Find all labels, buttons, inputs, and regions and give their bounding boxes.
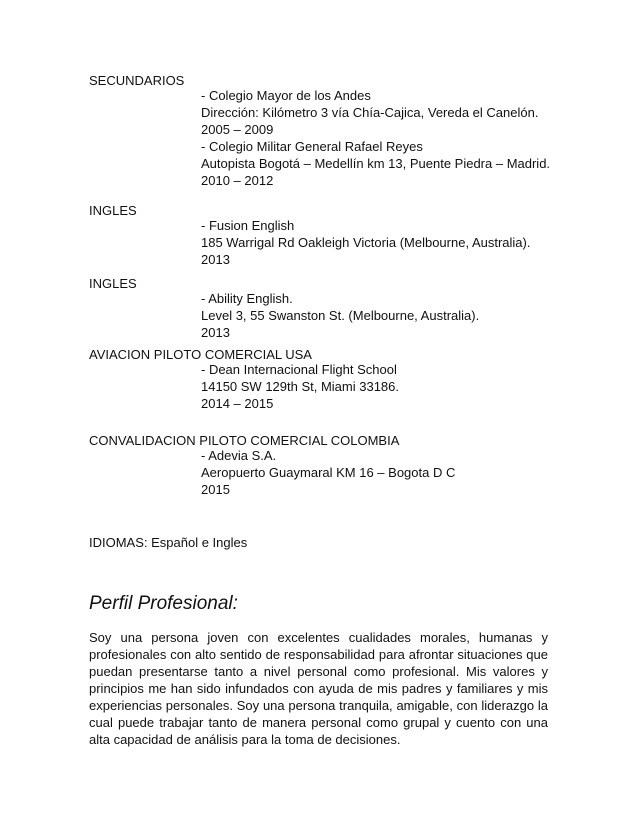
school-years: 2010 – 2012 [201, 173, 274, 188]
school-years: 2013 [201, 252, 230, 267]
school-address: Level 3, 55 Swanston St. (Melbourne, Australia). [201, 308, 480, 323]
section-heading: INGLES [89, 276, 137, 291]
school-name: - Fusion English [201, 218, 295, 233]
school-name: - Adevia S.A. [201, 448, 277, 463]
profile-text: Soy una persona joven con excelentes cualidades morales, humanas y profesionales con alto sentido de responsabilidad para afrontar situaciones que puedan presentarse tanto a nivel personal como profesional. Mis valores y principios me han sido infundados con ayuda de mis padres y familiares y mis experiencias personales. Soy una persona tranquila, amigable, con liderazgo la cual puede trabajar tanto de manera personal como grupal y cuento con una alta capacidad de análisis para la toma de decisiones. [89, 630, 548, 747]
school-years: 2005 – 2009 [201, 122, 274, 137]
school-name: - Dean Internacional Flight School [201, 362, 397, 377]
school-address: Autopista Bogotá – Medellín km 13, Puente Piedra – Madrid. [201, 156, 551, 171]
school-years: 2015 [201, 482, 230, 497]
school-address: Dirección: Kilómetro 3 vía Chía-Cajica, Vereda el Canelón. [201, 105, 539, 120]
languages-line: IDIOMAS: Español e Ingles [89, 535, 248, 550]
school-address: Aeropuerto Guaymaral KM 16 – Bogota D C [201, 465, 456, 480]
school-years: 2013 [201, 325, 230, 340]
school-address: 185 Warrigal Rd Oakleigh Victoria (Melbourne, Australia). [201, 235, 531, 250]
school-name: - Colegio Mayor de los Andes [201, 88, 371, 103]
section-heading: SECUNDARIOS [89, 73, 185, 88]
school-name: - Ability English. [201, 291, 293, 306]
profile-title: Perfil Profesional: [89, 593, 238, 614]
section-heading: INGLES [89, 203, 137, 218]
section-heading: AVIACION PILOTO COMERCIAL USA [89, 347, 312, 362]
school-name: - Colegio Militar General Rafael Reyes [201, 139, 423, 154]
school-years: 2014 – 2015 [201, 396, 274, 411]
section-heading: CONVALIDACION PILOTO COMERCIAL COLOMBIA [89, 433, 400, 448]
school-address: 14150 SW 129th St, Miami 33186. [201, 379, 400, 394]
